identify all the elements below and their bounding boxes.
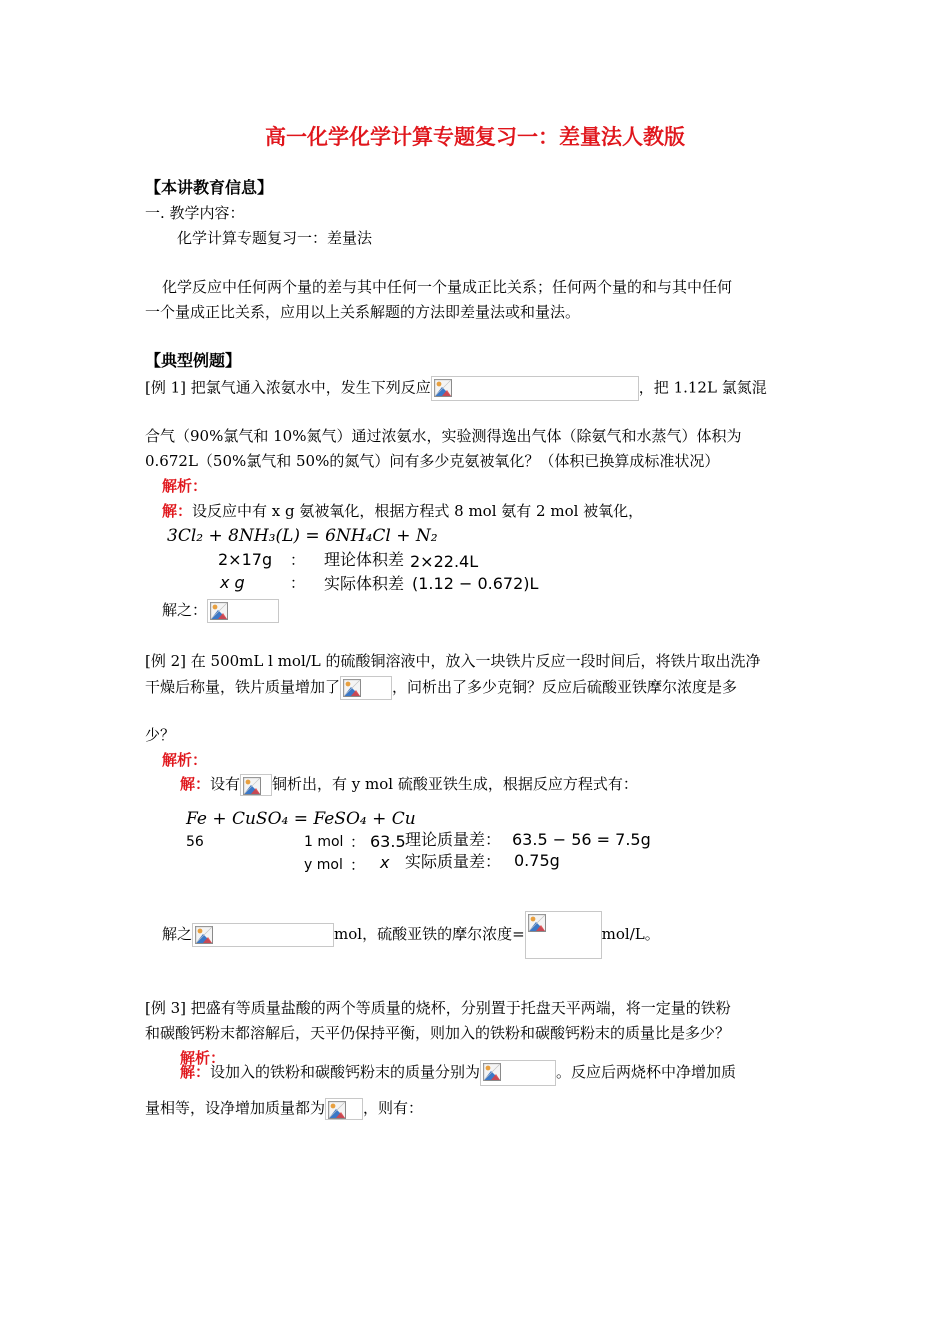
- ex2-ratio-actual-label: 实际质量差：: [405, 852, 502, 871]
- ex2-result-a: 解之: [162, 925, 193, 943]
- ex1-equation-image: [431, 376, 639, 401]
- ex1-solution: [162, 501, 643, 521]
- broken-image-icon: [483, 1063, 501, 1081]
- ex2-ratio-actual-colon: ：: [350, 856, 366, 874]
- broken-image-icon: [328, 1101, 346, 1119]
- ex2-line-2b: ，问析出了多少克铜？反应后硫酸亚铁摩尔浓度是多: [392, 678, 738, 696]
- ex1-solution-text: 设反应中有 x g 氨被氧化，根据方程式 8 mol 氨有 2 mol 被氧化，: [192, 502, 644, 520]
- ex2-result: [162, 911, 660, 959]
- ex3-masses-image: [480, 1060, 556, 1086]
- intro-line-1: 化学反应中任何两个量的差与其中任何一个量成正比关系；任何两个量的和与其中任何: [162, 278, 733, 296]
- ex1-ratio-theory-value: 2×22.4L: [410, 552, 479, 571]
- ex2-mass-increase-image: [340, 676, 392, 700]
- ex1-ratio-actual-label: 实际体积差: [324, 574, 405, 593]
- ex2-ratio-theory-colon: ：: [350, 833, 366, 851]
- ex1-line-3: 0.672L（50%氯气和 50%的氮气）问有多少克氨被氧化？（体积已换算成标准状况）: [145, 452, 720, 470]
- ex1-result-image: [207, 599, 279, 623]
- ex1-line-1b: ，把 1.12L 氯氮混: [638, 378, 767, 397]
- page-title: 高一化学化学计算专题复习一：差量法人教版: [265, 125, 685, 149]
- ex1-ratio-theory-colon: ：: [290, 551, 306, 569]
- ex3-analysis-label: 解析：: [180, 1049, 226, 1067]
- ex2-ratio-actual-b: x: [380, 853, 390, 872]
- ex2-ratio-actual-value: 0.75g: [514, 851, 560, 870]
- ex2-ratio-theory-value: 63.5 − 56 = 7.5g: [512, 830, 651, 849]
- broken-image-icon: [434, 379, 452, 397]
- ex3-solution-b: 。反应后两烧杯中净增加质: [556, 1063, 737, 1081]
- ex2-ratio-actual-a: y mol: [304, 857, 343, 873]
- ex2-solution-label: 解：: [180, 775, 211, 793]
- ex2-ratio-theory-a: 1 mol: [304, 834, 344, 850]
- ex3-line-4a: 量相等，设净增加质量都为: [145, 1099, 326, 1117]
- ex2-reaction-equation: Fe + CuSO₄ = FeSO₄ + Cu: [186, 809, 416, 829]
- ex2-ratio-theory-label: 理论质量差：: [405, 830, 502, 849]
- ex1-ratio-theory-label: 理论体积差: [324, 550, 405, 569]
- section-heading-info: 【本讲教育信息】: [145, 178, 274, 197]
- ex2-molar-mass-fe: 56: [186, 834, 204, 850]
- ex2-line-1: [例 2] 在 500mL l mol/L 的硫酸铜溶液中，放入一块铁片反应一段时间后，将铁片取出洗净: [145, 652, 761, 670]
- ex3-solution-label: 解：: [180, 1063, 211, 1081]
- section-heading-examples: 【典型例题】: [145, 351, 242, 370]
- ex1-ratio-theory-a: 2×17g: [218, 550, 273, 569]
- ex2-ratio-theory-b: 63.5: [370, 832, 406, 851]
- ex1-solution-label: 解：: [162, 502, 193, 520]
- ex2-analysis-label: 解析：: [162, 751, 208, 769]
- ex2-result-c: mol/L。: [601, 925, 660, 943]
- ex1-result: [162, 599, 279, 623]
- ex1-line-2: 合气（90%氯气和 10%氮气）通过浓氨水，实验测得逸出气体（除氨气和水蒸气）体积为: [145, 427, 742, 445]
- ex3-line-4b: ，则有：: [363, 1099, 424, 1117]
- ex1-result-label: 解之：: [162, 601, 208, 619]
- ex1-ratio-actual-a: x g: [220, 573, 245, 592]
- ex3-line-4: [145, 1098, 423, 1120]
- ex2-line-2: [145, 676, 737, 700]
- broken-image-icon: [195, 926, 213, 944]
- topic-text: 化学计算专题复习一：差量法: [177, 229, 373, 247]
- ex2-solution-b: 铜析出，有 y mol 硫酸亚铁生成，根据反应方程式有：: [272, 775, 638, 793]
- intro-line-2: 一个量成正比关系，应用以上关系解题的方法即差量法或和量法。: [145, 303, 581, 321]
- ex3-solution: [180, 1059, 736, 1086]
- ex2-line-2a: 干燥后称量，铁片质量增加了: [145, 678, 341, 696]
- ex1-analysis-label: 解析：: [162, 477, 208, 495]
- ex2-solution: [180, 774, 638, 796]
- broken-image-icon: [210, 602, 228, 620]
- ex1-reaction-equation: 3Cl₂ + 8NH₃(L) = 6NH₄Cl + N₂: [167, 526, 438, 546]
- ex2-concentration-image: [525, 911, 602, 959]
- ex3-line-1: [例 3] 把盛有等质量盐酸的两个等质量的烧杯，分别置于托盘天平两端，将一定量的铁粉: [145, 999, 731, 1017]
- ex2-line-3: 少？: [145, 726, 176, 744]
- ex1-ratio-actual-colon: ：: [290, 574, 306, 592]
- ex2-variable-image: [240, 774, 272, 796]
- broken-image-icon: [343, 679, 361, 697]
- ex2-result-b: mol，硫酸亚铁的摩尔浓度=: [334, 925, 525, 943]
- ex1-ratio-actual-value: (1.12 − 0.672)L: [412, 574, 539, 593]
- ex3-line-2: 和碳酸钙粉末都溶解后，天平仍保持平衡，则加入的铁粉和碳酸钙粉末的质量比是多少？: [145, 1024, 731, 1042]
- broken-image-icon: [528, 914, 546, 932]
- ex1-line-1a: [例 1] 把氯气通入浓氨水中，发生下列反应: [145, 378, 431, 397]
- ex3-net-increase-image: [325, 1098, 363, 1120]
- ex3-solution-a: 设加入的铁粉和碳酸钙粉末的质量分别为: [210, 1063, 481, 1081]
- broken-image-icon: [243, 777, 261, 795]
- ex1-line-1: [145, 376, 767, 401]
- ex2-solution-a: 设有: [210, 775, 241, 793]
- teaching-content-label: 一. 教学内容：: [145, 204, 245, 222]
- ex2-result-image: [192, 923, 334, 947]
